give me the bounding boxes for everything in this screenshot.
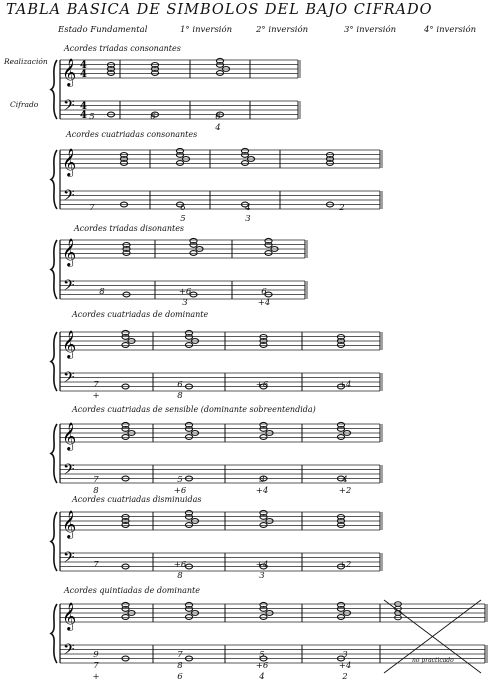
bass-figure: 6 xyxy=(177,672,183,682)
whole-note xyxy=(176,161,183,166)
time-signature: 4 xyxy=(80,60,87,71)
bass-clef-icon: 𝄢 xyxy=(63,277,75,298)
bass-figure: 3 xyxy=(182,298,188,308)
grand-staff xyxy=(0,600,500,680)
bass-figure: 7 xyxy=(93,661,99,671)
bass-figure: 3 xyxy=(259,475,265,485)
bass-figure: 9 xyxy=(93,650,99,660)
bass-figure: 5 xyxy=(259,650,265,660)
whole-note xyxy=(337,615,344,620)
bass-figure: + xyxy=(92,391,100,401)
treble-clef-icon: 𝄞 xyxy=(62,422,77,450)
bass-figure: 2 xyxy=(342,672,348,682)
section-title: Acordes triadas disonantes xyxy=(74,224,185,233)
section-title: Acordes quintiadas de dominante xyxy=(64,586,200,595)
brace xyxy=(51,240,57,299)
bass-figure: +4 xyxy=(255,486,269,496)
bass-figure: 6 xyxy=(180,203,186,213)
bass-figure: 7 xyxy=(93,560,99,570)
brace xyxy=(51,60,57,119)
bass-figure: 4 xyxy=(259,672,265,682)
time-signature: 4 xyxy=(80,69,87,80)
header-inversion-2: 2° inversión xyxy=(256,25,309,35)
bass-figure: 4 xyxy=(342,475,348,485)
label-realizacion: Realización xyxy=(4,57,48,66)
bass-clef-icon: 𝄢 xyxy=(63,461,75,482)
header-inversion-3: 3° inversión xyxy=(344,25,397,35)
bass-figure: +4 xyxy=(338,380,352,390)
bass-figure: 8 xyxy=(93,486,99,496)
bass-figure: +6 xyxy=(255,661,269,671)
bass-figure: 7 xyxy=(177,650,183,660)
bass-figure: 4 xyxy=(215,123,221,133)
bass-figure: 8 xyxy=(177,391,183,401)
bass-figure: 3 xyxy=(245,214,251,224)
whole-note xyxy=(122,343,129,348)
bass-figure: 7 xyxy=(89,203,95,213)
page-title: TABLA BASICA DE SIMBOLOS DEL BAJO CIFRADO xyxy=(6,2,433,18)
bass-figure: +6 xyxy=(173,560,187,570)
bass-figure: 5 xyxy=(177,475,183,485)
footnote-no-practicado: no practicado xyxy=(412,657,454,664)
bass-clef-icon: 𝄢 xyxy=(63,549,75,570)
grand-staff xyxy=(0,420,500,500)
whole-note xyxy=(185,435,192,440)
header-fundamental: Estado Fundamental xyxy=(58,25,148,35)
whole-note xyxy=(122,615,129,620)
header-inversion-4: 4° inversión xyxy=(424,25,477,35)
grand-staff xyxy=(0,56,500,136)
time-signature: 4 xyxy=(80,101,87,112)
grand-staff xyxy=(0,328,500,408)
treble-clef-icon: 𝄞 xyxy=(62,58,77,86)
bass-figure: +4 xyxy=(255,560,269,570)
bass-figure: 6 xyxy=(150,112,156,122)
bass-figure: +6 xyxy=(178,287,192,297)
whole-note xyxy=(337,435,344,440)
time-signature: 4 xyxy=(80,110,87,121)
whole-note xyxy=(185,523,192,528)
bass-figure: 6 xyxy=(261,287,267,297)
bass-figure: 8 xyxy=(99,287,105,297)
bass-figure: 2 xyxy=(339,203,345,213)
whole-note xyxy=(185,343,192,348)
header-inversion-1: 1° inversión xyxy=(180,25,233,35)
bass-figure: 6 xyxy=(215,112,221,122)
whole-note xyxy=(265,251,272,256)
bass-figure: +6 xyxy=(173,486,187,496)
section-title: Acordes triadas consonantes xyxy=(64,44,181,53)
bass-figure: 7 xyxy=(93,475,99,485)
bass-figure: 4 xyxy=(245,203,251,213)
bass-figure: 3 xyxy=(342,650,348,660)
bass-figure: +4 xyxy=(338,661,352,671)
bass-clef-icon: 𝄢 xyxy=(63,187,75,208)
bass-clef-icon: 𝄢 xyxy=(63,641,75,662)
treble-clef-icon: 𝄞 xyxy=(62,330,77,358)
whole-note xyxy=(260,523,267,528)
bass-clef-icon: 𝄢 xyxy=(63,97,75,118)
bass-figure: +2 xyxy=(338,560,352,570)
whole-note xyxy=(241,161,248,166)
whole-note xyxy=(260,435,267,440)
whole-note xyxy=(190,251,197,256)
treble-clef-icon: 𝄞 xyxy=(62,602,77,630)
treble-clef-icon: 𝄞 xyxy=(62,238,77,266)
bass-figure: 8 xyxy=(177,571,183,581)
section-title: Acordes cuatriadas consonantes xyxy=(66,130,198,139)
whole-note xyxy=(122,435,129,440)
bass-figure: 3 xyxy=(259,571,265,581)
bass-figure: 5 xyxy=(180,214,186,224)
treble-clef-icon: 𝄞 xyxy=(62,148,77,176)
bass-figure: 8 xyxy=(177,661,183,671)
grand-staff xyxy=(0,236,500,316)
treble-clef-icon: 𝄞 xyxy=(62,510,77,538)
bass-figure: +2 xyxy=(338,486,352,496)
section-title: Acordes cuatriadas de sensible (dominante sobreentendida) xyxy=(72,405,316,414)
brace xyxy=(51,604,57,663)
brace xyxy=(51,424,57,483)
section-title: Acordes cuatriadas disminuidas xyxy=(72,495,202,504)
brace xyxy=(51,512,57,571)
whole-note xyxy=(185,615,192,620)
section-title: Acordes cuatriadas de dominante xyxy=(72,310,209,319)
brace xyxy=(51,150,57,209)
whole-note xyxy=(260,615,267,620)
bass-clef-icon: 𝄢 xyxy=(63,369,75,390)
bass-figure: +6 xyxy=(255,380,269,390)
label-cifrado: Cifrado xyxy=(10,100,39,109)
whole-note xyxy=(216,71,223,76)
bass-figure: +4 xyxy=(257,298,271,308)
brace xyxy=(51,332,57,391)
grand-staff xyxy=(0,508,500,588)
bass-figure: + xyxy=(92,672,100,682)
bass-figure: 5 xyxy=(89,112,95,122)
bass-figure: 7 xyxy=(93,380,99,390)
bass-figure: 6 xyxy=(177,380,183,390)
